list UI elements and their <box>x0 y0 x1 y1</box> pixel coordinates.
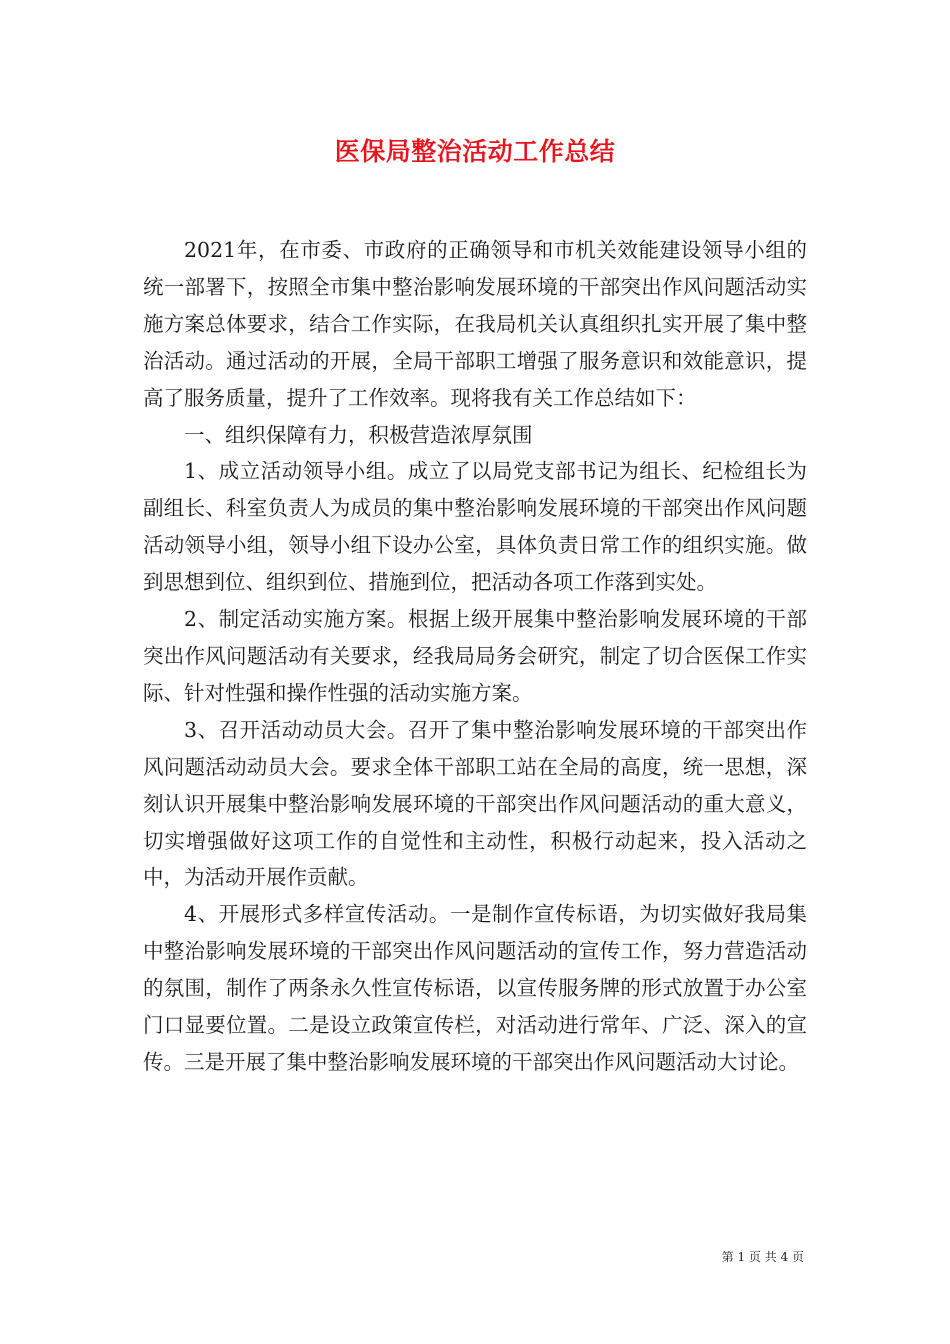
paragraph-item-3: 3、召开活动动员大会。召开了集中整治影响发展环境的干部突出作风问题活动动员大会。要求全体干部职工站在全局的高度，统一思想，深刻认识开展集中整治影响发展环境的干部突出作风问题活动的重大意义，切实增强做好这项工作的自觉性和主动性，积极行动起来，投入活动之中，为活动开展作贡献。 <box>143 717 807 890</box>
document-title: 医保局整治活动工作总结 <box>334 137 616 166</box>
paragraph-item-1: 1、成立活动领导小组。成立了以局党支部书记为组长、纪检组长为副组长、科室负责人为成员的集中整治影响发展环境的干部突出作风问题活动领导小组，领导小组下设办公室，具体负责日常工作的组织实施。做到思想到位、组织到位、措施到位，把活动各项工作落到实处。 <box>143 459 807 595</box>
document-body <box>143 232 807 1081</box>
paragraph-item-4: 4、开展形式多样宣传活动。一是制作宣传标语，为切实做好我局集中整治影响发展环境的干部突出作风问题活动的宣传工作，努力营造活动的氛围，制作了两条永久性宣传标语，以宣传服务牌的形式放置于办公室门口显要位置。二是设立政策宣传栏，对活动进行常年、广泛、深入的宣传。三是开展了集中整治影响发展环境的干部突出作风问题活动大讨论。 <box>143 902 807 1074</box>
section-heading-1: 一、组织保障有力，积极营造浓厚氛围 <box>184 422 533 447</box>
paragraph-item-2: 2、制定活动实施方案。根据上级开展集中整治影响发展环境的干部突出作风问题活动有关要求，经我局局务会研究，制定了切合医保工作实际、针对性强和操作性强的活动实施方案。 <box>143 607 807 705</box>
page-number-footer: 第 1 页 共 4 页 <box>721 1250 804 1264</box>
paragraph-intro: 2021年，在市委、市政府的正确领导和市机关效能建设领导小组的统一部署下，按照全市集中整治影响发展环境的干部突出作风问题活动实施方案总体要求，结合工作实际，在我局机关认真组织扎实开展了集中整治活动。通过活动的开展，全局干部职工增强了服务意识和效能意识，提高了服务质量，提升了工作效率。现将我有关工作总结如下： <box>143 238 807 410</box>
